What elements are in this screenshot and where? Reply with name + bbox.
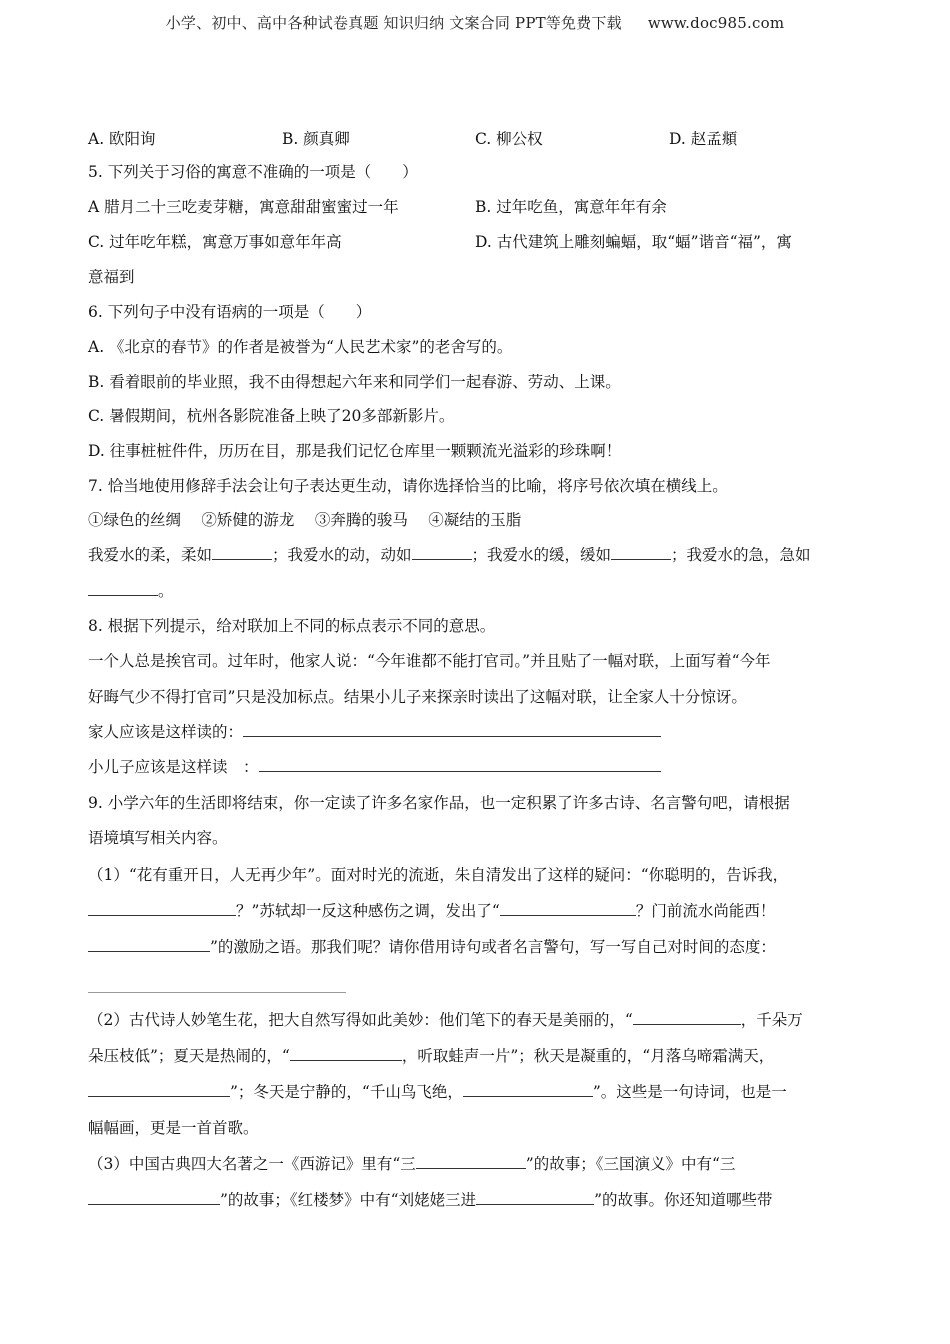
q9-stem-1: 9. 小学六年的生活即将结束，你一定读了许多名家作品，也一定积累了许多古诗、名言警句吧，请根据: [88, 794, 790, 812]
q9-p1-line-1: （1）“花有重开日，人无再少年”。面对时光的流逝，朱自清发出了这样的疑问：“你聪明的，告诉我，: [88, 866, 789, 884]
q9-p2-blank-3[interactable]: [88, 1081, 230, 1097]
q9-stem-2: 语境填写相关内容。: [88, 829, 228, 847]
q9-p2-l1a: （2）古代诗人妙笔生花，把大自然写得如此美妙：他们笔下的春天是美丽的，“: [88, 1011, 633, 1029]
q9-p2-l2b: ，听取蛙声一片”；秋天是凝重的，“月落乌啼霜满天，: [401, 1047, 775, 1065]
q8-para-2: 好晦气少不得打官司”只是没加标点。结果小儿子来探亲时读出了这幅对联，让全家人十分惊讶。: [88, 688, 747, 706]
q7-sentence-end: [88, 580, 174, 602]
q9-p2-l2a: 朵压枝低”；夏天是热闹的，“: [88, 1047, 290, 1065]
q8-son-blank[interactable]: [259, 756, 661, 772]
q7-s1: 我爱水的柔，柔如: [88, 546, 213, 564]
q6-option-d: D. 往事桩桩件件，历历在目，那是我们记忆仓库里一颗颗流光溢彩的珍珠啊！: [88, 442, 622, 460]
header-text: 小学、初中、高中各种试卷真题 知识归纳 文案合同 PPT等免费下载: [165, 14, 622, 32]
q8-stem: 8. 根据下列提示，给对联加上不同的标点表示不同的意思。: [88, 617, 496, 635]
q9-p1-line-2: [88, 900, 775, 922]
q7-blank-1[interactable]: [212, 544, 272, 560]
q9-p2-line-1: [88, 1009, 803, 1031]
q7-stem: 7. 恰当地使用修辞手法会让句子表达更生动，请你选择恰当的比喻，将序号依次填在横线上。: [88, 477, 728, 495]
q9-p3-blank-3[interactable]: [476, 1189, 594, 1205]
q5-option-c: C. 过年吃年糕，寓意万事如意年年高: [88, 233, 342, 251]
q4-option-c: C. 柳公权: [475, 130, 543, 148]
q7-blank-2[interactable]: [412, 544, 472, 560]
q9-p2-blank-2[interactable]: [290, 1045, 402, 1061]
q9-p2-l3a: ”；冬天是宁静的，“千山鸟飞绝，: [230, 1083, 463, 1101]
q9-p3-l2a: ”的故事；《红楼梦》中有“刘姥姥三进: [220, 1191, 477, 1209]
q8-family-line: [88, 721, 661, 743]
q9-p1-l2b: ？门前流水尚能西！: [635, 902, 776, 920]
q7-s2: ；我爱水的动，动如: [272, 546, 412, 564]
q8-family-label: 家人应该是这样读的：: [88, 723, 244, 741]
q7-blank-4[interactable]: [88, 580, 158, 596]
q9-p1-l3: ”的激励之语。那我们呢？请你借用诗句或者名言警句，写一写自己对时间的态度：: [210, 938, 776, 956]
q9-p3-l1b: ”的故事；《三国演义》中有“三: [525, 1155, 736, 1173]
q8-para-1: 一个人总是挨官司。过年时，他家人说：“今年谁都不能打官司。”并且贴了一幅对联，上面写着“今年: [88, 652, 771, 670]
q5-stem: 5. 下列关于习俗的寓意不准确的一项是（ ）: [88, 163, 418, 181]
q9-p1-blank-3[interactable]: [88, 936, 210, 952]
q9-p3-blank-2[interactable]: [88, 1189, 220, 1205]
page-header: [0, 12, 950, 33]
q7-sentence: [88, 544, 811, 566]
q5-option-b: B. 过年吃鱼，寓意年年有余: [475, 198, 667, 216]
q7-s4: ；我爱水的急，急如: [671, 546, 811, 564]
q7-s3: ；我爱水的缓，缓如: [471, 546, 612, 564]
q7-choices: ①绿色的丝绸 ②矫健的游龙 ③奔腾的骏马 ④凝结的玉脂: [88, 511, 522, 529]
q8-son-line: [88, 756, 661, 778]
q9-p2-l3b: ”。这些是一句诗词，也是一: [592, 1083, 787, 1101]
q9-p1-answer-line[interactable]: [88, 992, 346, 993]
q9-p2-l1b: ，千朵万: [740, 1011, 803, 1029]
q9-p2-blank-1[interactable]: [633, 1009, 741, 1025]
q6-stem: 6. 下列句子中没有语病的一项是（ ）: [88, 303, 372, 321]
q9-p2-line-3: [88, 1081, 787, 1103]
q9-p3-blank-1[interactable]: [416, 1153, 526, 1169]
q9-p3-line-1: [88, 1153, 735, 1175]
q4-option-b: B. 颜真卿: [282, 130, 350, 148]
q4-option-a: A. 欧阳询: [88, 130, 156, 148]
q4-option-d: D. 赵孟頫: [669, 130, 738, 148]
q6-option-a: A. 《北京的春节》的作者是被誉为“人民艺术家”的老舍写的。: [88, 338, 513, 356]
q5-option-d-cont: 意福到: [88, 268, 135, 286]
q7-end: 。: [158, 582, 174, 600]
q8-son-label: 小儿子应该是这样读 ：: [88, 758, 259, 776]
q5-option-a: A 腊月二十三吃麦芽糖，寓意甜甜蜜蜜过一年: [88, 198, 399, 216]
q9-p3-line-2: [88, 1189, 773, 1211]
q8-family-blank[interactable]: [243, 721, 661, 737]
q9-p2-line-2: [88, 1045, 774, 1067]
q7-blank-3[interactable]: [611, 544, 671, 560]
q9-p1-l2a: ？”苏轼却一反这种感伤之调，发出了“: [236, 902, 500, 920]
q9-p3-l2b: ”的故事。你还知道哪些带: [594, 1191, 773, 1209]
q9-p3-l1a: （3）中国古典四大名著之一《西游记》里有“三: [88, 1155, 416, 1173]
q5-option-d: D. 古代建筑上雕刻蝙蝠，取“蝠”谐音“福”，寓: [475, 233, 792, 251]
q9-p1-blank-2[interactable]: [500, 900, 636, 916]
q9-p2-line-4: 幅幅画，更是一首首歌。: [88, 1119, 259, 1137]
q6-option-b: B. 看着眼前的毕业照，我不由得想起六年来和同学们一起春游、劳动、上课。: [88, 373, 621, 391]
q6-option-c: C. 暑假期间，杭州各影院准备上映了20多部新影片。: [88, 407, 455, 425]
q9-p1-line-3: [88, 936, 776, 958]
header-site: www.doc985.com: [647, 14, 785, 32]
q9-p1-blank-1[interactable]: [88, 900, 236, 916]
q9-p2-blank-4[interactable]: [463, 1081, 593, 1097]
